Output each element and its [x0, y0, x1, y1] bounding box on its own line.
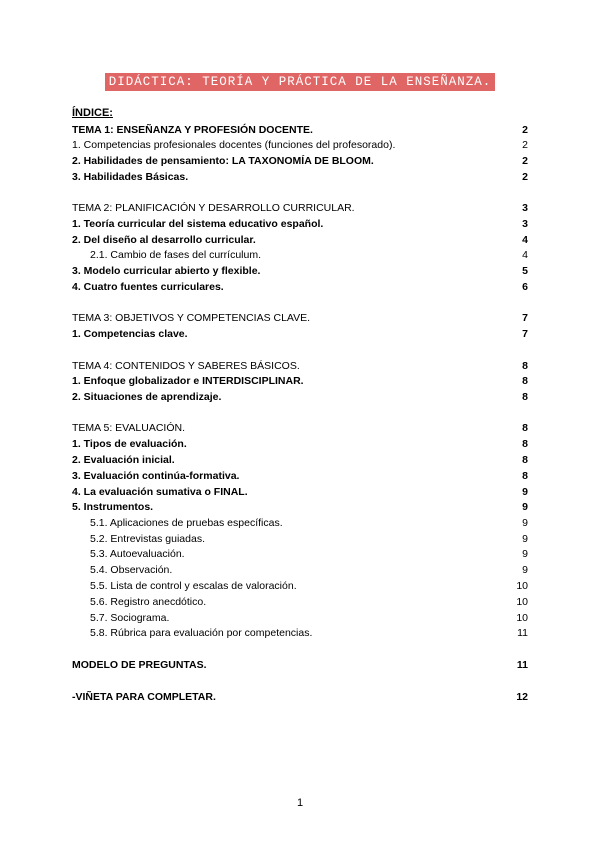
toc-entry-5-5-1[interactable] [72, 516, 528, 530]
toc-entry-text: 5.8. Rúbrica para evaluación por competencias. [90, 627, 313, 639]
page-number: 1 [296, 797, 304, 809]
toc-entry-2-2-1[interactable] [72, 248, 528, 262]
toc-entry-4-2[interactable] [72, 390, 528, 404]
toc-entry-3-1[interactable] [72, 327, 528, 341]
toc-entry-page: 11 [516, 659, 528, 671]
toc-entry-page: 9 [522, 533, 528, 545]
toc-entry-text: 1. Competencias profesionales docentes (funciones del profesorado). [72, 139, 396, 151]
toc-entry-text: 4. Cuatro fuentes curriculares. [72, 281, 224, 293]
document-title: DIDÁCTICA: TEORÍA Y PRÁCTICA DE LA ENSEÑANZA. [105, 73, 496, 91]
toc-entry-page: 2 [522, 155, 528, 167]
toc-entry-text: 5.6. Registro anecdótico. [90, 596, 207, 608]
toc-entry-1-1[interactable] [72, 138, 528, 152]
toc-entry-text: 5.4. Observación. [90, 564, 173, 576]
toc-entry-5-5-2[interactable] [72, 532, 528, 546]
toc-entry-text: TEMA 1: ENSEÑANZA Y PROFESIÓN DOCENTE. [72, 124, 313, 136]
toc-entry-page: 6 [522, 281, 528, 293]
toc-entry-page: 10 [516, 596, 528, 608]
toc-entry-page: 9 [522, 501, 528, 513]
toc-entry-text: 4. La evaluación sumativa o FINAL. [72, 486, 248, 498]
toc-entry-1-2[interactable] [72, 154, 528, 168]
toc-entry-page: 4 [522, 234, 528, 246]
toc-entry-page: 9 [522, 564, 528, 576]
toc-entry-page: 11 [517, 627, 528, 639]
toc-entry-page: 10 [516, 580, 528, 592]
toc-entry-text: TEMA 2: PLANIFICACIÓN Y DESARROLLO CURRICULAR. [72, 202, 355, 214]
toc-entry-page: 8 [522, 360, 528, 372]
toc-entry-text: TEMA 5: EVALUACIÓN. [72, 422, 186, 434]
toc-entry-tema-4[interactable] [72, 359, 528, 373]
toc-entry-text: 2.1. Cambio de fases del currículum. [90, 249, 261, 261]
toc-entry-page: 9 [522, 486, 528, 498]
toc-entry-page: 8 [522, 454, 528, 466]
toc-entry-text: 1. Competencias clave. [72, 328, 188, 340]
toc-entry-text: TEMA 4: CONTENIDOS Y SABERES BÁSICOS. [72, 360, 300, 372]
toc-entry-page: 2 [522, 124, 528, 136]
toc-entry-tema-5[interactable] [72, 421, 528, 435]
toc-entry-text: -VIÑETA PARA COMPLETAR. [72, 691, 216, 703]
toc-entry-tema-3[interactable] [72, 311, 528, 325]
toc-entry-5-5[interactable] [72, 500, 528, 514]
toc-entry-5-5-7[interactable] [72, 611, 528, 625]
toc-entry-5-5-8[interactable] [72, 626, 528, 640]
toc-entry-page: 12 [516, 691, 528, 703]
toc-entry-page: 3 [522, 202, 528, 214]
toc-entry-page: 5 [522, 265, 528, 277]
toc-entry-text: 3. Evaluación continúa-formativa. [72, 470, 240, 482]
toc-entry-page: 8 [522, 422, 528, 434]
toc-entry-tema-2[interactable] [72, 201, 528, 215]
toc-entry-page: 2 [522, 139, 528, 151]
toc-entry-5-2[interactable] [72, 453, 528, 467]
toc-entry-text: 1. Tipos de evaluación. [72, 438, 187, 450]
toc-entry-text: 2. Del diseño al desarrollo curricular. [72, 234, 256, 246]
toc-entry-5-1[interactable] [72, 437, 528, 451]
toc-entry-2-2[interactable] [72, 233, 528, 247]
toc-entry-text: TEMA 3: OBJETIVOS Y COMPETENCIAS CLAVE. [72, 312, 311, 324]
toc-entry-tema-1[interactable] [72, 123, 528, 137]
toc-entry-text: 2. Habilidades de pensamiento: LA TAXONOMÍA DE BLOOM. [72, 155, 374, 167]
toc-entry-text: MODELO DE PREGUNTAS. [72, 659, 207, 671]
toc-entry-page: 7 [522, 328, 528, 340]
toc-entry-5-5-6[interactable] [72, 595, 528, 609]
toc-entry-page: 8 [522, 375, 528, 387]
toc-entry-page: 9 [522, 517, 528, 529]
toc-entry-page: 4 [522, 249, 528, 261]
toc-entry-page: 9 [522, 548, 528, 560]
toc-entry-vineta[interactable] [72, 690, 528, 704]
toc-entry-text: 2. Evaluación inicial. [72, 454, 175, 466]
toc-entry-text: 1. Teoría curricular del sistema educativo español. [72, 218, 324, 230]
toc-entry-5-5-3[interactable] [72, 547, 528, 561]
toc-entry-page: 10 [516, 612, 528, 624]
toc-entry-page: 7 [522, 312, 528, 324]
toc-entry-5-5-4[interactable] [72, 563, 528, 577]
toc-entry-2-1[interactable] [72, 217, 528, 231]
toc-entry-page: 8 [522, 438, 528, 450]
toc-entry-2-4[interactable] [72, 280, 528, 294]
toc-entry-4-1[interactable] [72, 374, 528, 388]
toc-entry-text: 5.3. Autoevaluación. [90, 548, 185, 560]
toc-entry-page: 8 [522, 391, 528, 403]
toc-entry-5-4[interactable] [72, 485, 528, 499]
toc-entry-text: 5.1. Aplicaciones de pruebas específicas. [90, 517, 283, 529]
toc-entry-text: 1. Enfoque globalizador e INTERDISCIPLINAR. [72, 375, 304, 387]
toc-entry-2-3[interactable] [72, 264, 528, 278]
toc-entry-page: 2 [522, 171, 528, 183]
toc-entry-text: 5.7. Sociograma. [90, 612, 170, 624]
toc-entry-modelo-preguntas[interactable] [72, 658, 528, 672]
toc-entry-5-3[interactable] [72, 469, 528, 483]
toc-entry-text: 5.5. Lista de control y escalas de valoración. [90, 580, 297, 592]
toc-entry-page: 8 [522, 470, 528, 482]
toc-entry-text: 5. Instrumentos. [72, 501, 154, 513]
toc-entry-text: 3. Modelo curricular abierto y flexible. [72, 265, 261, 277]
document-title-wrap [0, 72, 600, 91]
toc-entry-1-3[interactable] [72, 170, 528, 184]
index-heading: ÍNDICE: [72, 107, 113, 119]
toc-entry-text: 5.2. Entrevistas guiadas. [90, 533, 205, 545]
toc-entry-text: 2. Situaciones de aprendizaje. [72, 391, 222, 403]
toc-entry-5-5-5[interactable] [72, 579, 528, 593]
toc-entry-page: 3 [522, 218, 528, 230]
toc-entry-text: 3. Habilidades Básicas. [72, 171, 189, 183]
